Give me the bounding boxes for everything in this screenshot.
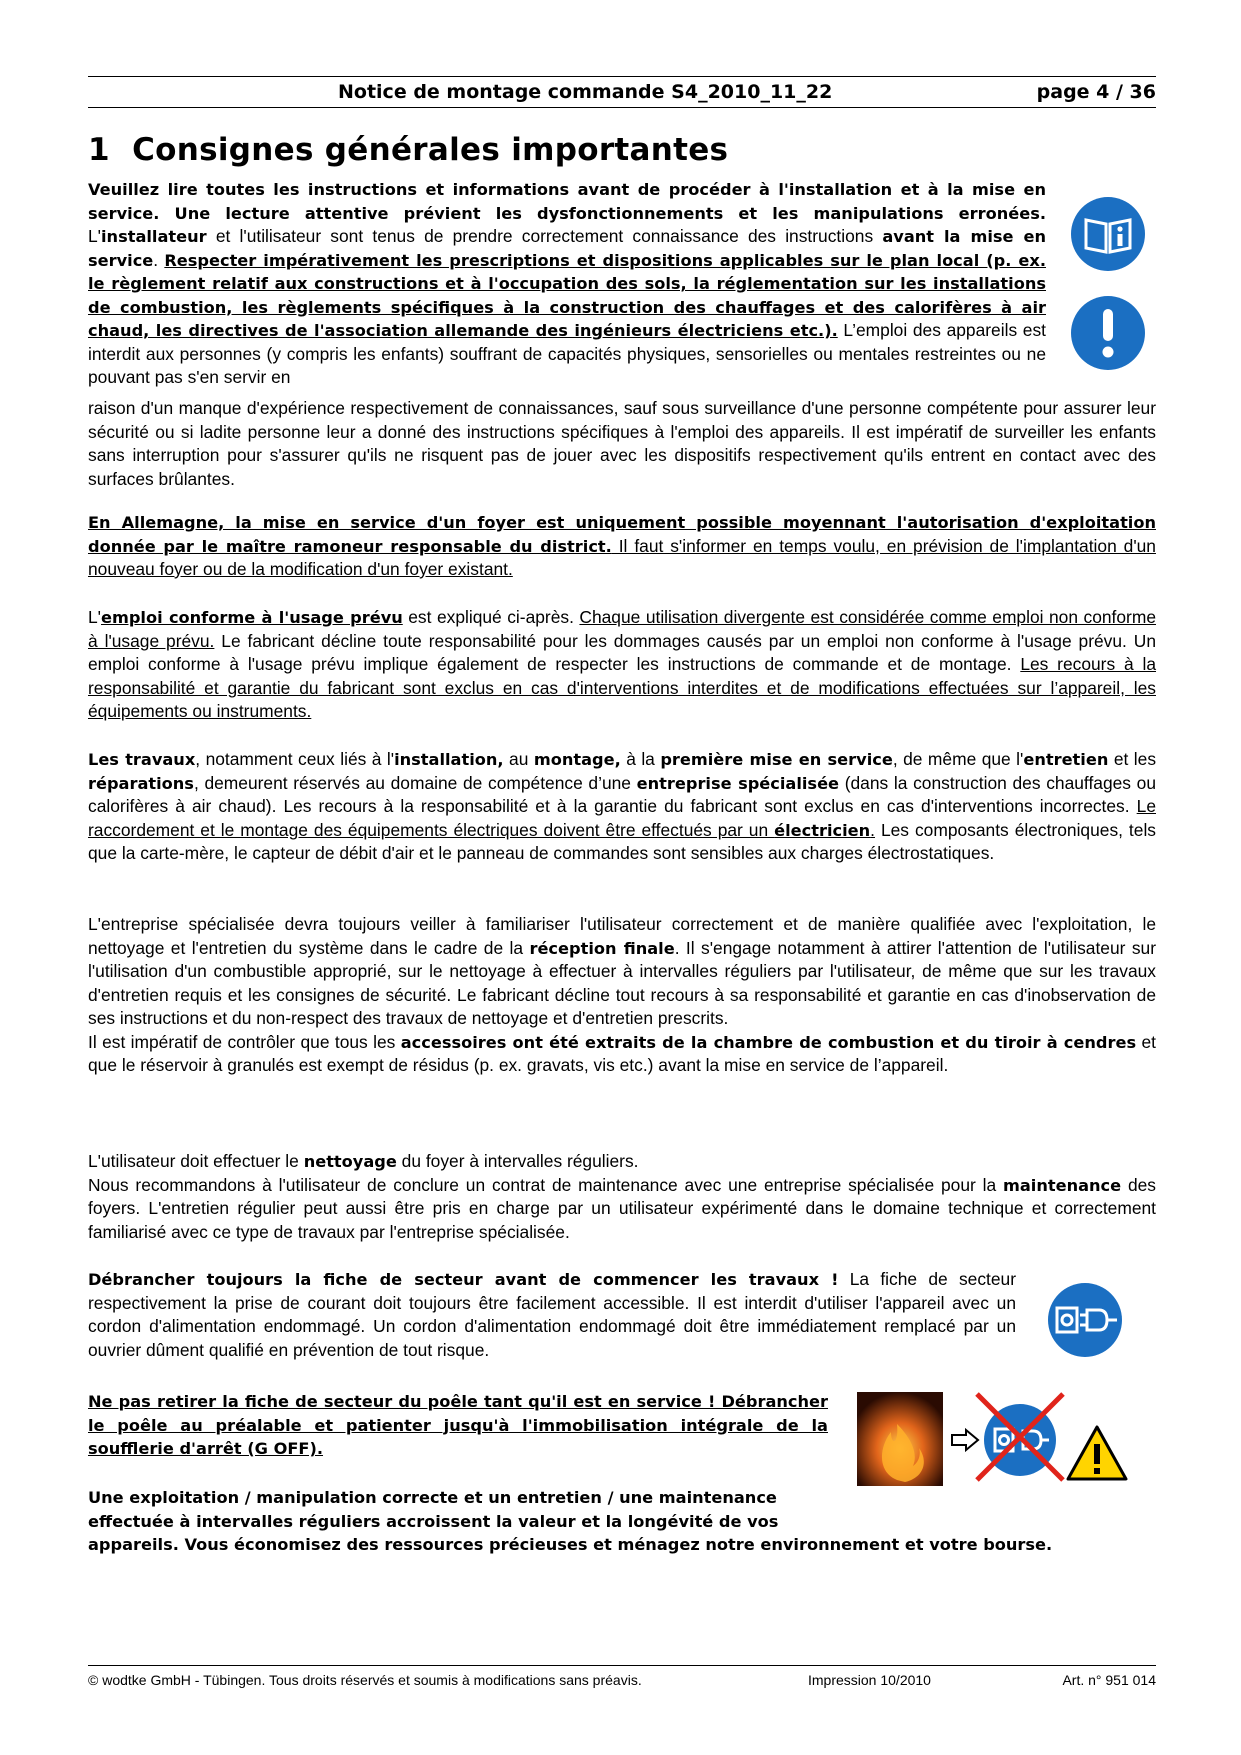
works-t1: , notamment ceux liés à l'	[195, 749, 395, 769]
germany-paragraph	[88, 511, 1156, 582]
electric-connection: Le raccordement et le montage des équipements électriques doivent être effectués par un	[88, 796, 1156, 840]
unplug-text: La fiche de secteur respectivement la prise de courant doit toujours être facilement accessible. Il est interdit d'utiliser l'appareil avec un cordon d'alimentation endommagé. Un cordon d'alimentation endommagé doit être immédiatement remplacé par un ouvrier dûment qualifié en prévention de tout risque.	[88, 1269, 1017, 1360]
regulations-notice: Respecter impérativement les prescriptions et dispositions applicables sur le plan local (p. ex. le règlement relatif aux constructions et à l'occupation des sols, la réglementation sur les installations de combustion, les règlements spécifiques à la construction des chauffages et des calorifères à air chaud, les directives de l'association allemande des ingénieurs électriciens etc.).	[88, 250, 1046, 340]
footer-print-date: Impression 10/2010	[808, 1672, 931, 1688]
final-acceptance-bold: réception finale	[529, 938, 675, 958]
warning-triangle-icon	[1065, 1424, 1129, 1482]
intro-dot: .	[153, 249, 165, 270]
no-unplug-paragraph	[88, 1390, 828, 1461]
works-t7: (dans la construction des chauffages ou calorifères à air chaud). Les recours à la responsabilité et à la garantie du fabricant sont exclus en cas d'interventions incorrectes.	[88, 772, 1157, 816]
germany-text: Il faut s'informer en temps voulu, en prévision de l'implantation d'un nouveau foyer ou de la modification d'un foyer existant.	[88, 535, 1156, 579]
installation-bold: installation,	[394, 750, 504, 769]
specialist-t2: . Il s'engage notamment à attirer l'attention de l'utilisateur sur l'utilisation d'un combustible approprié, sur le nettoyage à effectuer à intervalles réguliers par l'utilisateur, de même que sur les travaux d'entretien requis et les consignes de sécurité. Le fabricant décline tout recours à sa responsabilité et garantie en cas d'inobservation de ses instructions et du non-respect des travaux de nettoyage et d'entretien prescrits.	[88, 937, 1156, 1028]
works-t3: à la	[620, 749, 661, 769]
read-manual-icon	[1070, 196, 1146, 272]
intended-l: L'	[88, 607, 101, 627]
works-paragraph	[88, 748, 1156, 866]
closing-paragraph-cont	[88, 1533, 1156, 1557]
accessories-bold: accessoires ont été extraits de la chambre de combustion et du tiroir à cendres	[400, 1032, 1137, 1052]
header-title: Notice de montage commande S4_2010_11_22	[338, 81, 833, 103]
works-bold: Les travaux	[88, 750, 196, 769]
section-number: 1	[88, 132, 110, 168]
cleaning-paragraph	[88, 1150, 1156, 1244]
cleaning-t2: du foyer à intervalles réguliers.	[396, 1151, 639, 1171]
first-commissioning-bold: première mise en service	[660, 750, 893, 769]
electrostatic-text: Les composants électroniques, tels que la carte-mère, le capteur de débit d'air et le panneau de commandes sont sensibles aux charges électrostatiques.	[88, 819, 1156, 863]
contract-t1: Nous recommandons à l'utilisateur de conclure un contrat de maintenance avec une entreprise spécialisée pour la	[88, 1174, 1003, 1195]
repairs-bold: réparations	[88, 773, 194, 793]
intro-paragraph	[88, 178, 1046, 390]
no-unplug-bold: Ne pas retirer la fiche de secteur du poêle tant qu'il est en service ! Débrancher le poêle au préalable et patienter jusqu'à l'immobilisation intégrale de la soufflerie d'arrêt (G OFF).	[88, 1392, 828, 1458]
contract-t2: des foyers. L'entretien régulier peut aussi être pris en charge par un utilisateur expérimenté dans le domaine technique et correctement familiarisé avec ce type de travaux par l'entreprise spécialisée.	[88, 1174, 1156, 1242]
footer-copyright: © wodtke GmbH - Tübingen. Tous droits réservés et soumis à modifications sans préavis.	[88, 1672, 642, 1688]
page-header	[88, 76, 1156, 108]
intended-use-paragraph	[88, 606, 1156, 724]
page-footer	[88, 1665, 1156, 1688]
accessories-t2: et que le réservoir à granulés est exempt de résidus (p. ex. gravats, vis etc.) avant la mise en service de l’appareil.	[88, 1031, 1156, 1075]
do-not-unplug-icon	[975, 1392, 1065, 1482]
works-t6: , demeurent réservés au domaine de compétence d’une	[193, 772, 637, 793]
persons-restriction: L’emploi des appareils est interdit aux personnes (y compris les enfants) souffrant de capacités physiques, sensorielles ou mentales restreintes ou ne pouvant pas s'en servir en	[88, 320, 1047, 387]
disconnect-plug-icon	[1047, 1282, 1123, 1358]
unplug-bold: Débrancher toujours la fiche de secteur avant de commencer les travaux !	[88, 1270, 839, 1289]
installer-bold: installateur	[101, 227, 207, 246]
footer-article-number: Art. n° 951 014	[1062, 1672, 1156, 1688]
cleaning-bold: nettoyage	[303, 1152, 397, 1171]
closing-bold-1: Une exploitation / manipulation correcte et un entretien / une maintenance effectuée à intervalles réguliers accroissent la valeur et la longévité de vos	[88, 1488, 779, 1531]
warranty-excluded: Les recours à la responsabilité et garantie du fabricant sont exclus en cas d'interventions interdites et de modifications effectuées sur l’appareil, les équipements ou instruments.	[88, 654, 1157, 721]
works-t4: , de même que l'	[892, 749, 1024, 769]
specialist-company-bold: entreprise spécialisée	[636, 773, 840, 793]
header-page-number: page 4 / 36	[1036, 81, 1156, 103]
mandatory-notice-icon	[1070, 295, 1146, 371]
electric-dot: .	[870, 819, 875, 840]
liability-text: Le fabricant décline toute responsabilité pour les dommages causés par un emploi non conforme à l'usage prévu. Un emploi conforme à l'usage prévu implique également de respecter les instructions de commande et de montage.	[88, 630, 1156, 674]
intro-paragraph-cont: raison d'un manque d'expérience respectivement de connaissances, sauf sous surveillance d'une personne compétente pour assurer leur sécurité ou si ladite personne leur a donné des instructions spécifiques à l'emploi des appareils. Il est impératif de surveiller les enfants sans interruption pour s'assurer qu'ils ne risquent pas de jouer avec les dispositifs respectivement qu'ils entrent en contact avec des surfaces brûlantes.	[88, 398, 1156, 489]
intended-use-bold: emploi conforme à l'usage prévu	[101, 608, 403, 627]
section-title: Consignes générales importantes	[132, 132, 729, 168]
cleaning-t1: L'utilisateur doit effectuer le	[88, 1151, 304, 1171]
divergent-use: Chaque utilisation divergente est considérée comme emploi non conforme à l'usage prévu.	[88, 607, 1156, 651]
before-commissioning: avant la mise en service	[88, 227, 1046, 270]
section-heading	[88, 132, 728, 168]
electrician-bold: électricien	[774, 820, 871, 840]
fire-icon	[857, 1392, 943, 1486]
intro-l: L'	[88, 226, 101, 246]
intro-bold: Veuillez lire toutes les instructions et informations avant de procéder à l'installation et à la mise en service. Une lecture attentive prévient les dysfonctionnements et les manipulations erronées.	[88, 180, 1046, 223]
maintenance-word-bold: maintenance	[1002, 1175, 1122, 1195]
closing-paragraph	[88, 1486, 838, 1533]
assembly-bold: montage,	[533, 750, 621, 769]
specialist-paragraph	[88, 913, 1156, 1078]
maintenance-bold: entretien	[1023, 750, 1109, 769]
intended-text: est expliqué ci-après.	[402, 607, 580, 627]
closing-bold-2: appareils. Vous économisez des ressources précieuses et ménagez notre environnement et votre bourse.	[88, 1535, 1053, 1554]
intro-text: et l'utilisateur sont tenus de prendre correctement connaissance des instructions	[206, 226, 883, 246]
works-t2: au	[503, 749, 534, 769]
unplug-paragraph	[88, 1268, 1016, 1362]
accessories-t1: Il est impératif de contrôler que tous les	[88, 1031, 401, 1052]
specialist-t1: L'entreprise spécialisée devra toujours veiller à familiariser l'utilisateur correctement et de manière qualifiée avec l'exploitation, le nettoyage et l'entretien du système dans le cadre de la	[88, 914, 1156, 958]
works-t5: et les	[1108, 749, 1157, 769]
germany-bold: En Allemagne, la mise en service d'un foyer est uniquement possible moyennant l'autorisation d'exploitation donnée par le maître ramoneur responsable du district.	[88, 513, 1156, 556]
